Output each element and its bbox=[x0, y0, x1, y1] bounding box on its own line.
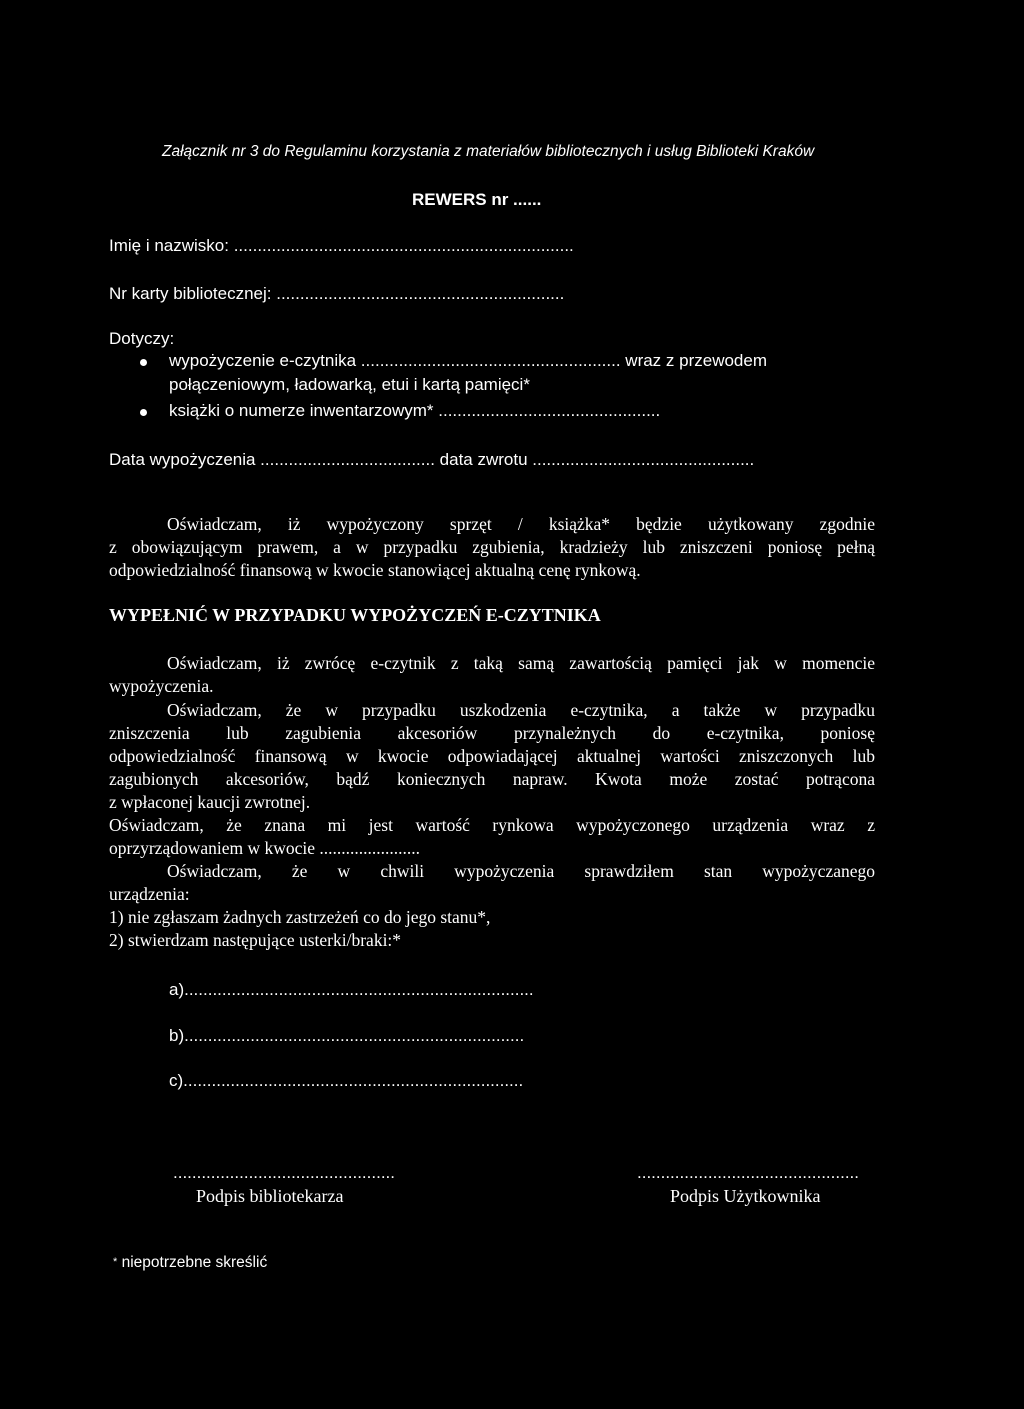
declaration-line: Oświadczam, iż wypożyczony sprzęt / książka* będzie użytkowany zgodnie bbox=[167, 514, 875, 534]
name-field: Imię i nazwisko: ........................................................................ bbox=[109, 236, 574, 255]
ereader-statement-line: urządzenia: bbox=[109, 884, 190, 904]
bullet-icon bbox=[140, 409, 147, 416]
ereader-statement-line: Oświadczam, że znana mi jest wartość rynkowa wypożyczonego urządzenia wraz z bbox=[109, 815, 875, 835]
attachment-note: Załącznik nr 3 do Regulaminu korzystania z materiałów bibliotecznych i usług Biblioteki Kraków bbox=[162, 143, 815, 160]
librarian-signature-line: ............................................... bbox=[173, 1163, 395, 1182]
ereader-statement-line: wypożyczenia. bbox=[109, 676, 214, 696]
bullet-icon bbox=[140, 359, 147, 366]
ereader-section-heading: WYPEŁNIĆ W PRZYPADKU WYPOŻYCZEŃ E-CZYTNIKA bbox=[109, 605, 601, 625]
defect-line-b: b)........................................................................ bbox=[169, 1026, 525, 1045]
librarian-signature-label: Podpis bibliotekarza bbox=[196, 1186, 344, 1206]
ereader-statement-line: Oświadczam, że w chwili wypożyczenia sprawdziłem stan wypożyczanego bbox=[167, 861, 875, 881]
defect-line-c: c)........................................................................ bbox=[169, 1071, 524, 1090]
ereader-option-continued: połączeniowym, ładowarką, etui i kartą pamięci* bbox=[169, 375, 530, 394]
ereader-statement-line: Oświadczam, iż zwrócę e-czytnik z taką samą zawartością pamięci jak w momencie bbox=[167, 653, 875, 673]
ereader-option: wypożyczenie e-czytnika ....................................................... wraz z przewodem bbox=[169, 351, 768, 370]
condition-option-1: 1) nie zgłaszam żadnych zastrzeżeń co do jego stanu*, bbox=[109, 907, 491, 927]
ereader-statement-line: Oświadczam, że w przypadku uszkodzenia e-czytnika, a także w przypadku bbox=[167, 700, 875, 720]
ereader-statement-line: zniszczenia lub zagubienia akcesoriów przynależnych do e-czytnika, poniosę bbox=[109, 723, 875, 743]
defect-line-a: a).......................................................................... bbox=[169, 980, 534, 999]
ereader-statement-line: odpowiedzialność finansową w kwocie odpowiadającej aktualnej wartości zniszczonych lub bbox=[109, 746, 875, 766]
footnote bbox=[113, 1254, 267, 1272]
library-card-field: Nr karty bibliotecznej: ............................................................. bbox=[109, 284, 565, 303]
ereader-statement-line: zagubionych akcesoriów, bądź koniecznych napraw. Kwota może zostać potrącona bbox=[109, 769, 875, 789]
footnote-text: niepotrzebne skreślić bbox=[121, 1254, 268, 1271]
form-title: REWERS nr ...... bbox=[412, 190, 542, 209]
user-signature-line: ............................................... bbox=[637, 1163, 859, 1182]
declaration-line: z obowiązującym prawem, a w przypadku zgubienia, kradzieży lub zniszczeni poniosę pełną bbox=[109, 537, 875, 557]
declaration-line: odpowiedzialność finansową w kwocie stanowiącej aktualną cenę rynkową. bbox=[109, 560, 641, 580]
ereader-statement-line: z wpłaconej kaucji zwrotnej. bbox=[109, 792, 311, 812]
concerns-label: Dotyczy: bbox=[109, 329, 175, 348]
condition-option-2: 2) stwierdzam następujące usterki/braki:* bbox=[109, 930, 402, 950]
ereader-statement-line: oprzyrządowaniem w kwocie ....................... bbox=[109, 838, 421, 858]
user-signature-label: Podpis Użytkownika bbox=[670, 1186, 821, 1206]
dates-field: Data wypożyczenia ..................................... data zwrotu ............................................... bbox=[109, 450, 755, 469]
footnote-mark: * bbox=[113, 1256, 118, 1268]
book-option: książki o numerze inwentarzowym* ............................................... bbox=[169, 401, 661, 420]
